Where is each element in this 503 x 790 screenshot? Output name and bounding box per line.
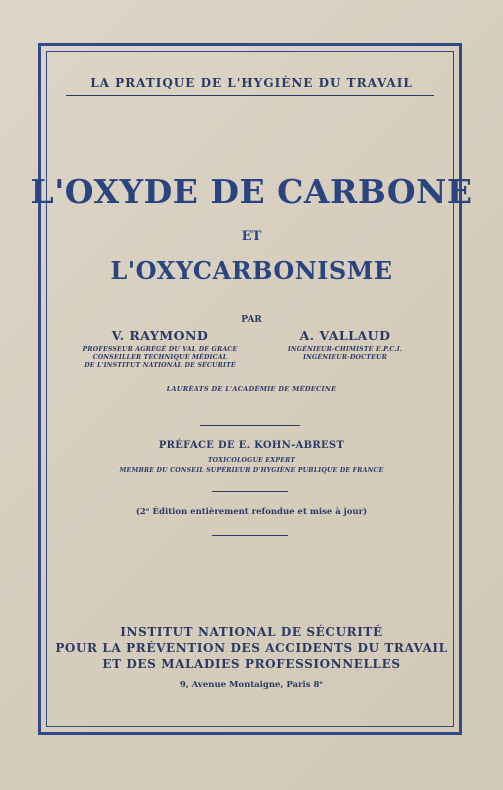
laureates-note: LAURÉATS DE L'ACADÉMIE DE MÉDECINE: [166, 385, 337, 393]
author-credential: PROFESSEUR AGRÉGÉ DU VAL DE GRACE: [82, 346, 238, 353]
author-raymond: [60, 328, 260, 370]
author-name: V. RAYMOND: [111, 328, 209, 343]
author-vallaud: [270, 328, 420, 362]
title-connector: ET: [241, 229, 262, 244]
book-title: L'OXYDE DE CARBONE: [30, 172, 473, 211]
divider: [212, 535, 288, 536]
author-credential: CONSEILLER TECHNIQUE MÉDICAL: [92, 354, 228, 361]
publisher-address: 9, Avenue Montaigne, Paris 8ᵉ: [179, 680, 324, 690]
series-title: LA PRATIQUE DE L'HYGIÈNE DU TRAVAIL: [90, 76, 413, 90]
by-label: PAR: [241, 315, 262, 325]
divider: [200, 425, 300, 426]
edition-note: (2ᵉ Édition entièrement refondue et mise à jour): [135, 507, 368, 517]
publisher-line: POUR LA PRÉVENTION DES ACCIDENTS DU TRAVAIL: [55, 641, 448, 655]
preface-credential: TOXICOLOGUE EXPERT: [207, 457, 296, 464]
publisher-line: ET DES MALADIES PROFESSIONNELLES: [102, 657, 401, 671]
author-credential: INGÉNIEUR-CHIMISTE E.P.C.I.: [287, 346, 403, 353]
divider: [212, 491, 288, 492]
series-underline: [66, 95, 434, 96]
book-subtitle: L'OXYCARBONISME: [110, 256, 393, 285]
preface-title: PRÉFACE DE E. KOHN-ABREST: [158, 440, 345, 451]
author-credential: INGÉNIEUR-DOCTEUR: [303, 354, 387, 361]
publisher-line: INSTITUT NATIONAL DE SÉCURITÉ: [120, 625, 383, 639]
author-credential: DE L'INSTITUT NATIONAL DE SÉCURITÉ: [84, 362, 236, 369]
author-name: A. VALLAUD: [299, 328, 391, 343]
preface-credential: MEMBRE DU CONSEIL SUPÉRIEUR D'HYGIÈNE PUBLIQUE DE FRANCE: [119, 467, 384, 474]
